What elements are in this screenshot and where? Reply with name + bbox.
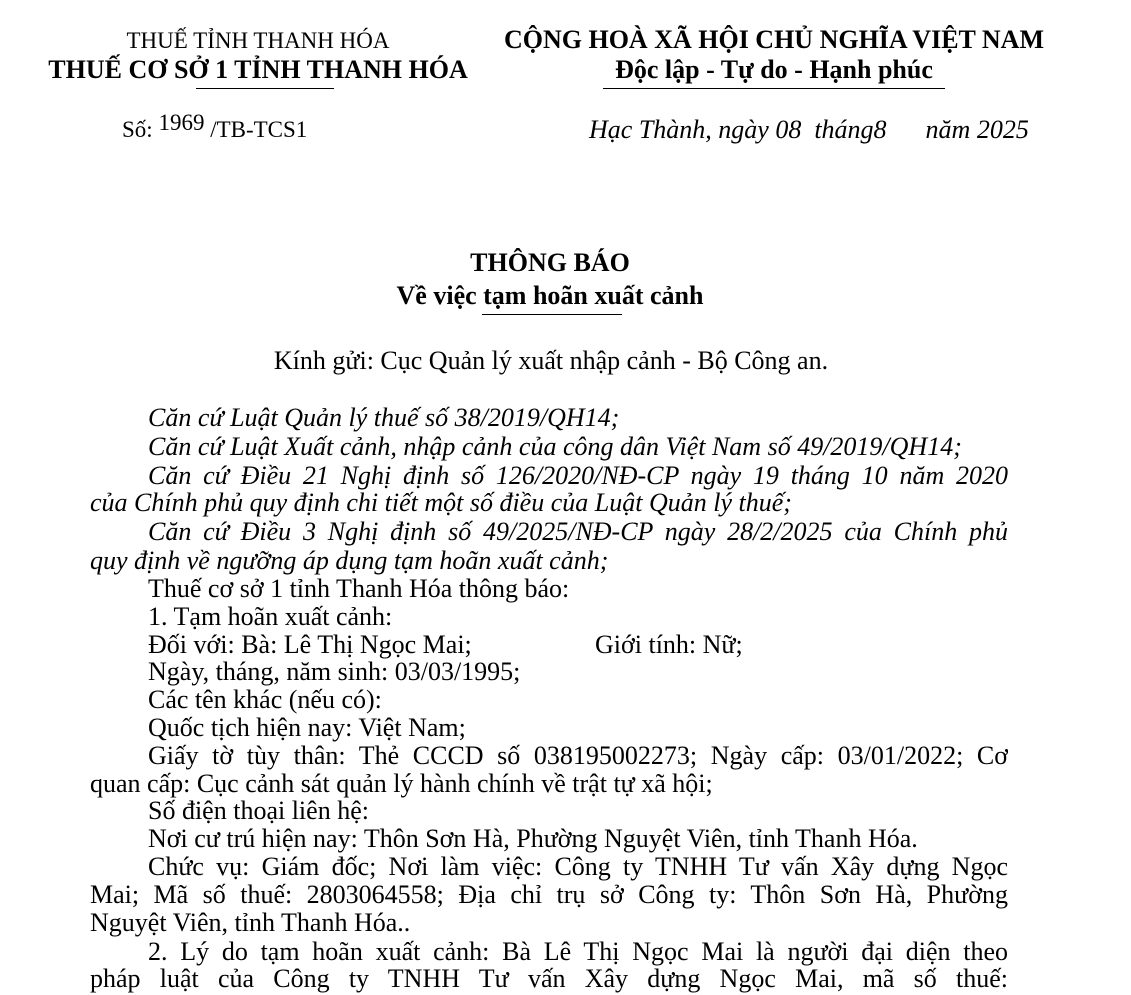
document-number [122,110,308,144]
subject-gender: Giới tính: Nữ; [595,630,743,659]
subject-phone: Số điện thoại liên hệ: [148,796,369,825]
legal-basis-3-line2: của Chính phủ quy định chi tiết một số điều của Luật Quản lý thuế; [90,488,792,517]
id-document-line2: quan cấp: Cục cảnh sát quản lý hành chính về trật tự xã hội; [90,769,713,798]
agency-name: THUẾ CƠ SỞ 1 TỈNH THANH HÓA [48,55,468,84]
agency-parent-name: THUẾ TỈNH THANH HÓA [126,28,390,53]
subject-underline [482,314,622,315]
subject-dob: Ngày, tháng, năm sinh: 03/03/1995; [148,657,521,686]
recipient: Kính gửi: Cục Quản lý xuất nhập cảnh - Bộ Công an. [273,346,829,375]
legal-basis-2: Căn cứ Luật Xuất cảnh, nhập cảnh của công dân Việt Nam số 49/2019/QH14; [148,432,962,461]
document-subject: Về việc tạm hoãn xuất cảnh [396,281,704,310]
document-number-suffix: /TB-TCS1 [210,117,308,142]
section-2-line2: pháp luật của Công ty TNHH Tư vấn Xây dựng Ngọc Mai, mã số thuế: [90,964,1008,993]
legal-basis-1: Căn cứ Luật Quản lý thuế số 38/2019/QH14; [148,403,620,432]
subject-name: Đối với: Bà: Lê Thị Ngọc Mai; [148,630,472,659]
agency-underline [196,88,334,89]
document-number-label: Số: [122,117,153,142]
national-motto: Độc lập - Tự do - Hạnh phúc [615,55,933,84]
position-line2: Mai; Mã số thuế: 2803064558; Địa chỉ trụ sở Công ty: Thôn Sơn Hà, Phường [90,880,1008,909]
document-title: THÔNG BÁO [470,248,630,277]
section-1-title: 1. Tạm hoãn xuất cảnh: [148,602,393,631]
section-2-line1: 2. Lý do tạm hoãn xuất cảnh: Bà Lê Thị Ngọc Mai là người đại diện theo [148,937,1008,966]
legal-basis-4-line1: Căn cứ Điều 3 Nghị định số 49/2025/NĐ-CP ngày 28/2/2025 của Chính phủ [148,517,1008,546]
id-document-line1: Giấy tờ tùy thân: Thẻ CCCD số 038195002273; Ngày cấp: 03/01/2022; Cơ [148,741,1008,770]
legal-basis-4-line2: quy định về ngưỡng áp dụng tạm hoãn xuất cảnh; [90,546,609,575]
subject-residence: Nơi cư trú hiện nay: Thôn Sơn Hà, Phường Nguyệt Viên, tỉnh Thanh Hóa. [148,824,918,853]
motto-underline [603,88,945,89]
country-name: CỘNG HOÀ XÃ HỘI CHỦ NGHĨA VIỆT NAM [503,25,1045,54]
subject-other-names: Các tên khác (nếu có): [148,685,382,714]
place-date: Hạc Thành, ngày 08 tháng8 năm 2025 [589,115,1029,144]
legal-basis-3-line1: Căn cứ Điều 21 Nghị định số 126/2020/NĐ-CP ngày 19 tháng 10 năm 2020 [148,461,1008,490]
intro-line: Thuế cơ sở 1 tỉnh Thanh Hóa thông báo: [148,574,570,603]
document-number-value: 1969 [158,110,205,135]
position-line1: Chức vụ: Giám đốc; Nơi làm việc: Công ty TNHH Tư vấn Xây dựng Ngọc [148,852,1008,881]
position-line3: Nguyệt Viên, tỉnh Thanh Hóa.. [90,908,411,937]
subject-nationality: Quốc tịch hiện nay: Việt Nam; [148,713,466,742]
